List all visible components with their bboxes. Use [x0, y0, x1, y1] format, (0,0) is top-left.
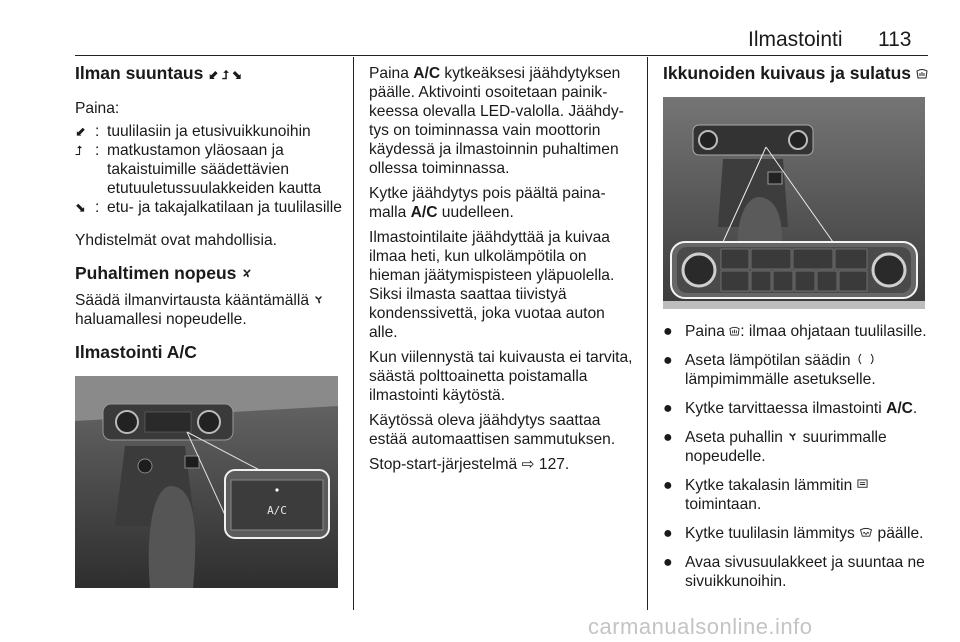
header-rule	[75, 55, 928, 56]
watermark: carmanualsonline.info	[588, 614, 813, 639]
windscreen-defrost-icon	[916, 67, 928, 79]
fan-icon	[241, 267, 253, 279]
defrost-heading: Ikkunoiden kuivaus ja sulatus	[663, 64, 928, 83]
air-direction-heading: Ilman suuntaus ⬋ ⮥ ⬊	[75, 63, 243, 83]
press-label: Paina:	[75, 100, 120, 117]
list-item: ● Kytke tuulilasin lämmitys päälle.	[663, 525, 924, 542]
ac-paragraph-4: Kun viilennystä tai kuivausta ei tarvita, säästä polttoainetta poistamalla ilmastointi käytöstä.	[369, 349, 633, 404]
list-item: ● Kytke tarvittaessa ilmastointi A/C.	[663, 400, 918, 417]
ac-paragraph-3: Ilmastointilaite jäähdyttää ja kuivaa ilmaa heti, kun ulkolämpötila on hieman jäätymispisteen yläpuolella. Siksi ilmasta saattaa tiivistyä kondenssivettä, joka vuotaa auton alle.	[369, 229, 615, 341]
ac-paragraph-2: Kytke jäähdytys pois päältä painamalla A/C uudelleen.	[369, 185, 606, 221]
ac-paragraph-1: Paina A/C kytkeäksesi jäähdytyksen päälle. Aktivointi osoitetaan painikkeessa olevalla LED-valolla. Jäähdytys on toiminnassa vain moottorin käydessä ja ilmastoinnin puhaltimen ollessa toiminnassa.	[369, 65, 624, 177]
column-1	[75, 64, 343, 362]
upper-airflow-icon: ⮥	[75, 143, 83, 158]
ac-paragraph-5: Käytössä oleva jäähdytys saattaa estää automaattisen sammutuksen.	[369, 412, 616, 448]
windscreen-airflow-icon: ⬋	[75, 124, 86, 139]
fan-icon	[313, 294, 324, 305]
air-direction-list	[75, 122, 343, 217]
defrost-steps	[663, 322, 928, 601]
air-direction-item: ⬋ : tuulilasiin ja etusivuikkunoihin	[75, 123, 311, 140]
console-illustration	[663, 97, 925, 309]
page-number: 113	[878, 28, 912, 51]
list-item: ● Avaa sivusuulakkeet ja suuntaa ne sivuikkunoihin.	[663, 554, 925, 590]
climate-console-photo	[663, 97, 925, 309]
column-3	[663, 64, 928, 83]
ac-heading: Ilmastointi A/C	[75, 342, 197, 362]
list-item: ● Aseta lämpötilan säädin lämpimimmälle asetukselle.	[663, 352, 876, 388]
fan-icon	[787, 431, 798, 442]
windscreen-heater-icon	[859, 527, 873, 538]
air-direction-icons: ⬋ ⮥ ⬊	[208, 68, 243, 82]
column-divider-1	[353, 57, 354, 610]
ac-button-label: A/C	[267, 504, 287, 517]
ac-console-illustration	[75, 376, 338, 588]
combinations-note: Yhdistelmät ovat mahdollisia.	[75, 232, 277, 249]
header-title: Ilmastointi	[748, 28, 843, 51]
list-item: ● Paina : ilmaa ohjataan tuulilasille.	[663, 323, 927, 340]
temperature-dial-icon	[855, 353, 877, 365]
stop-start-reference: Stop-start-järjestelmä ⇨ 127.	[369, 456, 570, 473]
column-2	[369, 64, 637, 474]
windscreen-defrost-icon	[729, 325, 740, 336]
list-item: ● Kytke takalasin lämmitin toimintaan.	[663, 476, 928, 514]
ac-button-photo	[75, 376, 338, 588]
fan-speed-heading: Puhaltimen nopeus	[75, 264, 343, 283]
list-item: ● Aseta puhallin suurimmalle nopeudelle.	[663, 429, 887, 465]
air-direction-item: ⮥ : matkustamon yläosaan ja takaistuimille säädettävien etutuuletussuulakkeiden kautta	[75, 142, 322, 197]
rear-window-heater-icon	[857, 479, 868, 490]
column-divider-2	[647, 57, 648, 610]
fan-speed-text: Säädä ilmanvirtausta kääntämällä haluamallesi nopeudelle.	[75, 291, 343, 329]
footwell-airflow-icon: ⬊	[75, 200, 86, 215]
air-direction-item: ⬊ : etu- ja takajalkatilaan ja tuulilasille	[75, 199, 342, 216]
